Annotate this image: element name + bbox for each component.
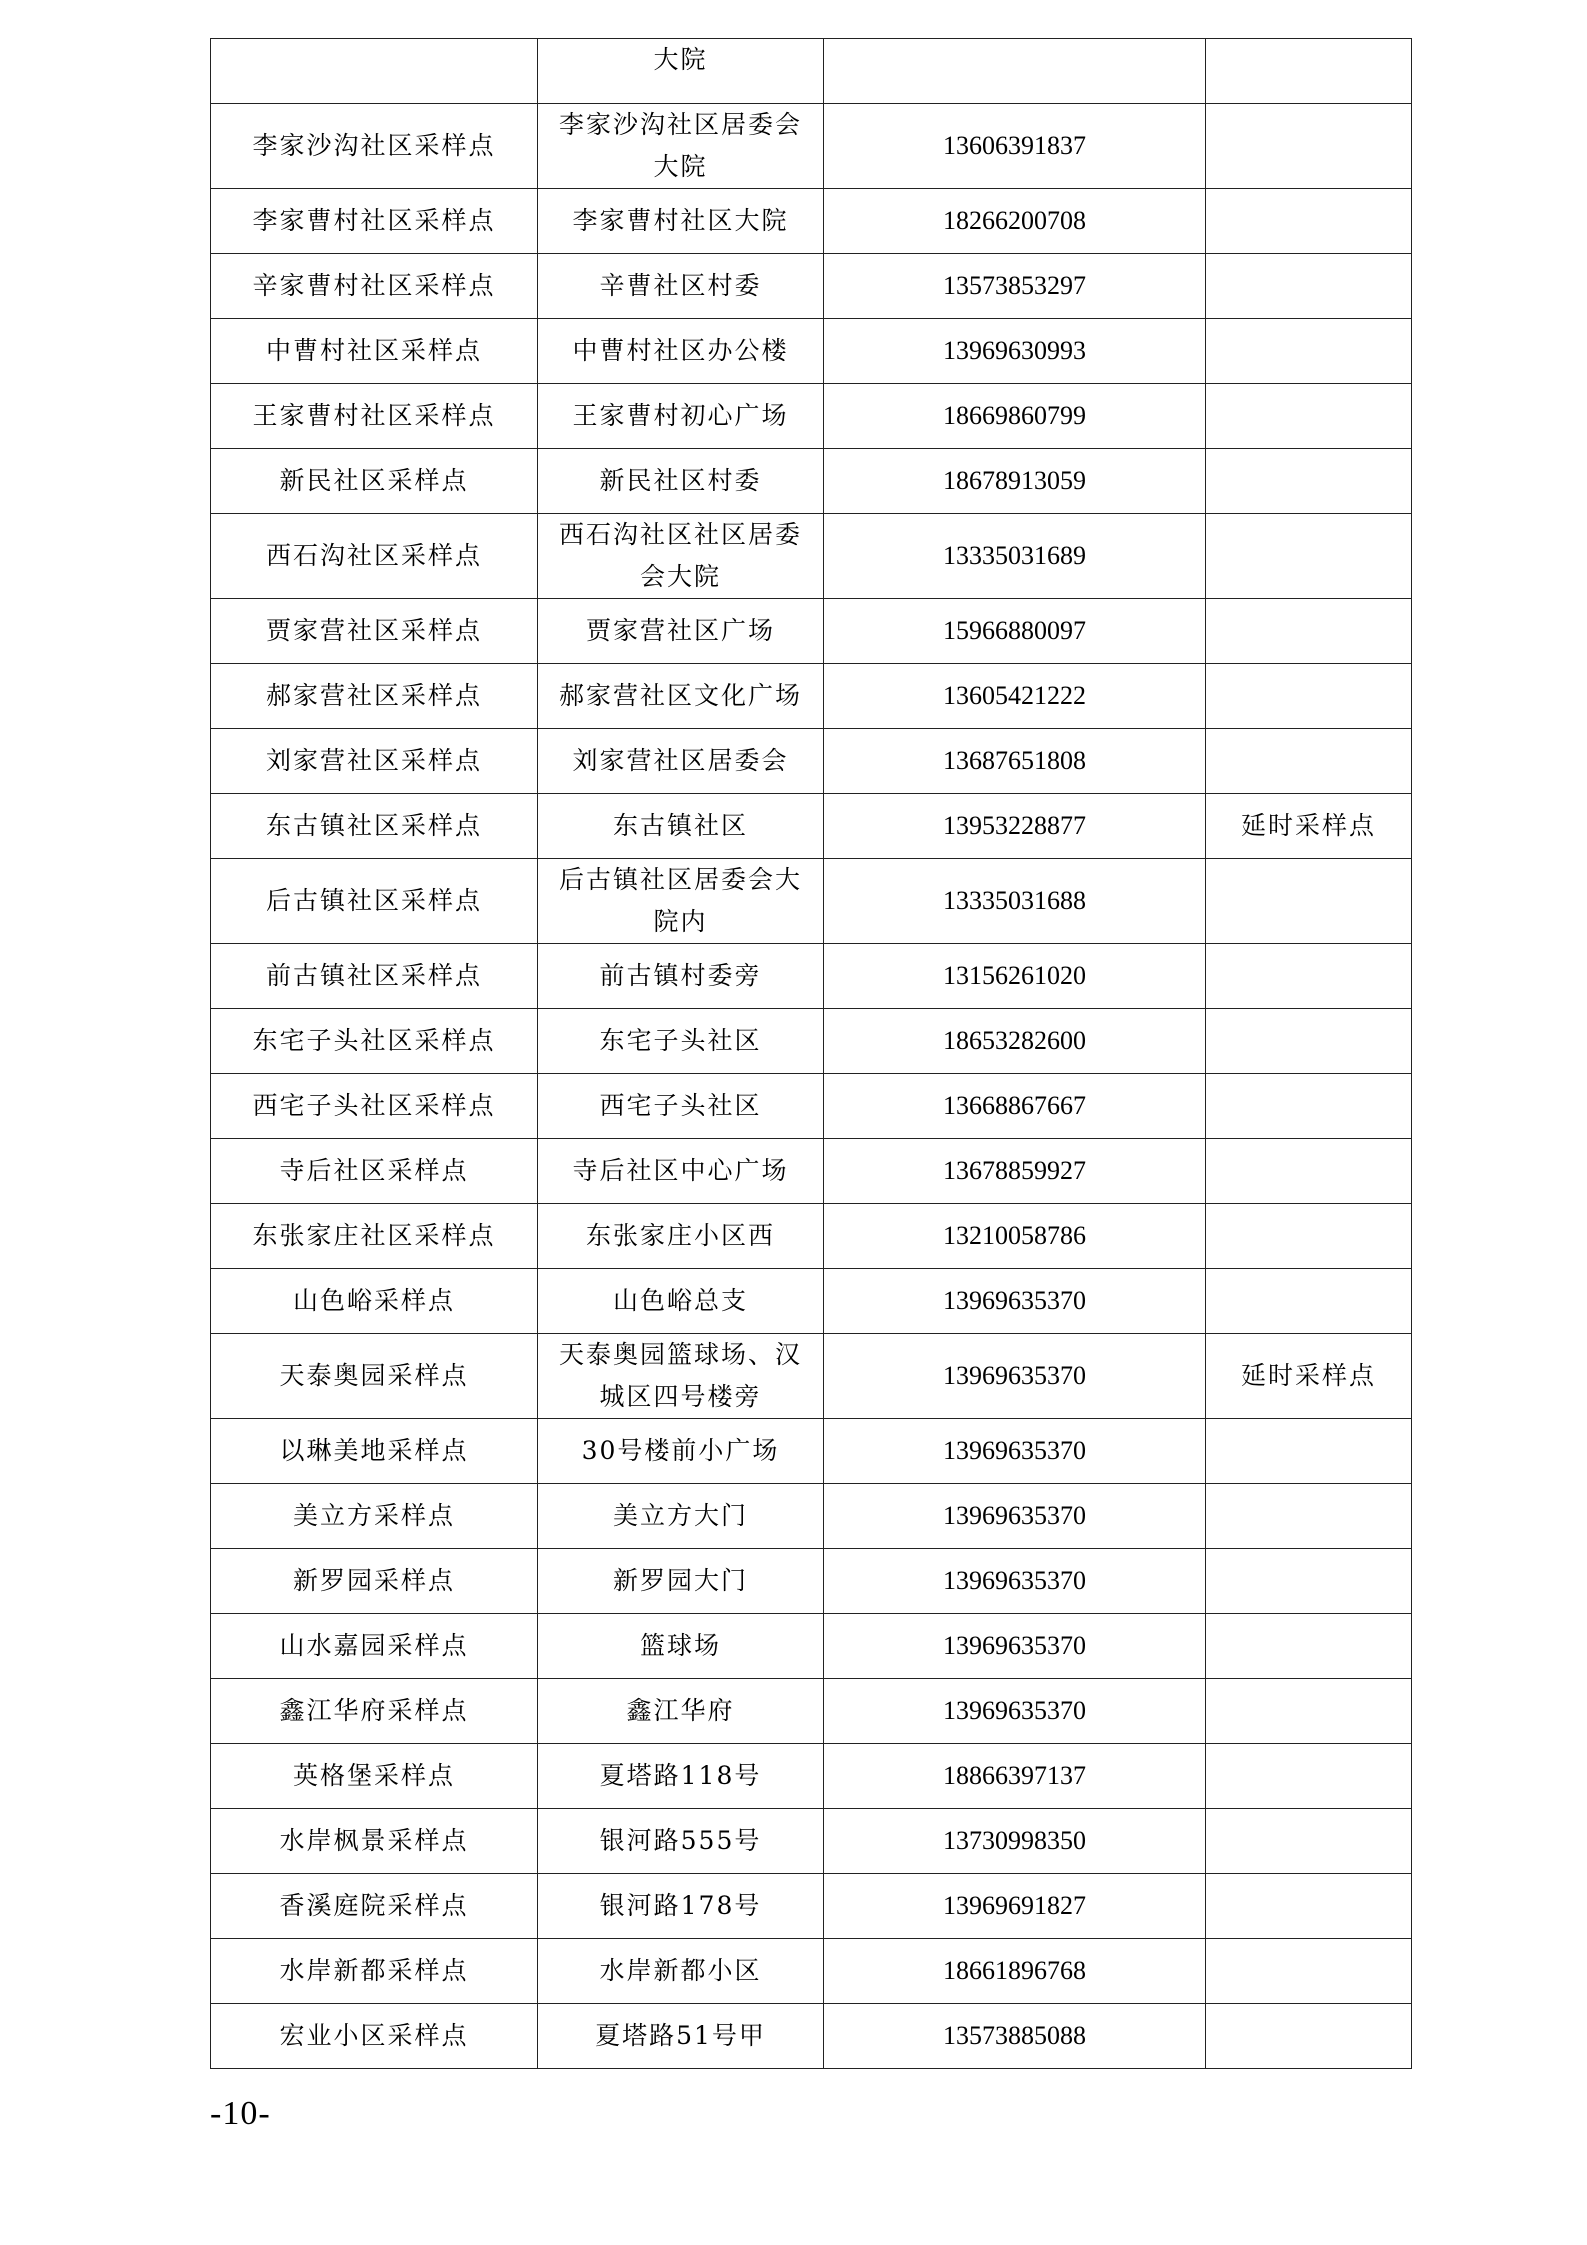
- site-note-cell: [1206, 599, 1412, 664]
- site-name-cell: 西宅子头社区采样点: [211, 1074, 538, 1139]
- site-note-cell: [1206, 1204, 1412, 1269]
- site-location-cell: 鑫江华府: [538, 1679, 824, 1744]
- site-phone-cell: 13969635370: [824, 1269, 1206, 1334]
- site-note-cell: [1206, 1269, 1412, 1334]
- table-row: [211, 1074, 1412, 1139]
- site-note-cell: [1206, 859, 1412, 944]
- site-phone-cell: 13573853297: [824, 254, 1206, 319]
- site-location-cell: 东古镇社区: [538, 794, 824, 859]
- table-row: [211, 1874, 1412, 1939]
- site-name-cell: 后古镇社区采样点: [211, 859, 538, 944]
- site-location-cell: 30号楼前小广场: [538, 1419, 824, 1484]
- site-note-cell: [1206, 1614, 1412, 1679]
- site-name-cell: 东古镇社区采样点: [211, 794, 538, 859]
- table-row: [211, 1334, 1412, 1419]
- table-row: [211, 384, 1412, 449]
- site-name-cell: 英格堡采样点: [211, 1744, 538, 1809]
- site-name-cell: 山水嘉园采样点: [211, 1614, 538, 1679]
- table-row: [211, 2004, 1412, 2069]
- site-name-cell: 东宅子头社区采样点: [211, 1009, 538, 1074]
- site-location-cell: 新民社区村委: [538, 449, 824, 514]
- site-name-cell: 香溪庭院采样点: [211, 1874, 538, 1939]
- table-row: [211, 449, 1412, 514]
- site-name-cell: 天泰奥园采样点: [211, 1334, 538, 1419]
- site-note-cell: [1206, 39, 1412, 104]
- site-phone-cell: 13969691827: [824, 1874, 1206, 1939]
- site-name-cell: 李家沙沟社区采样点: [211, 104, 538, 189]
- site-phone-cell: 13969635370: [824, 1549, 1206, 1614]
- site-location-cell: 李家沙沟社区居委会大院: [538, 104, 824, 189]
- site-phone-cell: 13969630993: [824, 319, 1206, 384]
- table-row: [211, 1269, 1412, 1334]
- site-name-cell: 前古镇社区采样点: [211, 944, 538, 1009]
- site-location-cell: 美立方大门: [538, 1484, 824, 1549]
- site-note-cell: [1206, 1549, 1412, 1614]
- table-row: [211, 1009, 1412, 1074]
- site-phone-cell: 13969635370: [824, 1484, 1206, 1549]
- site-location-cell: 银河路555号: [538, 1809, 824, 1874]
- site-location-cell: 银河路178号: [538, 1874, 824, 1939]
- site-note-cell: 延时采样点: [1206, 1334, 1412, 1419]
- site-phone-cell: 13969635370: [824, 1419, 1206, 1484]
- site-location-cell: 刘家营社区居委会: [538, 729, 824, 794]
- site-phone-cell: 18678913059: [824, 449, 1206, 514]
- site-location-cell: 后古镇社区居委会大院内: [538, 859, 824, 944]
- site-phone-cell: 18669860799: [824, 384, 1206, 449]
- table-row: [211, 1484, 1412, 1549]
- table-row: [211, 944, 1412, 1009]
- site-note-cell: 延时采样点: [1206, 794, 1412, 859]
- site-note-cell: [1206, 514, 1412, 599]
- site-phone-cell: 13335031688: [824, 859, 1206, 944]
- site-phone-cell: 13606391837: [824, 104, 1206, 189]
- table-row: [211, 1809, 1412, 1874]
- site-phone-cell: 13678859927: [824, 1139, 1206, 1204]
- site-name-cell: 中曹村社区采样点: [211, 319, 538, 384]
- site-name-cell: 寺后社区采样点: [211, 1139, 538, 1204]
- site-note-cell: [1206, 1744, 1412, 1809]
- site-location-cell: 中曹村社区办公楼: [538, 319, 824, 384]
- site-name-cell: 刘家营社区采样点: [211, 729, 538, 794]
- site-note-cell: [1206, 254, 1412, 319]
- site-location-cell: 贾家营社区广场: [538, 599, 824, 664]
- site-location-cell: 西宅子头社区: [538, 1074, 824, 1139]
- site-note-cell: [1206, 1679, 1412, 1744]
- site-note-cell: [1206, 104, 1412, 189]
- site-location-cell: 篮球场: [538, 1614, 824, 1679]
- site-phone-cell: [824, 39, 1206, 104]
- table-row: [211, 599, 1412, 664]
- site-note-cell: [1206, 1939, 1412, 2004]
- table-row: [211, 664, 1412, 729]
- site-location-cell: 大院: [538, 39, 824, 104]
- site-note-cell: [1206, 1419, 1412, 1484]
- site-note-cell: [1206, 1074, 1412, 1139]
- site-location-cell: 西石沟社区社区居委会大院: [538, 514, 824, 599]
- site-location-cell: 郝家营社区文化广场: [538, 664, 824, 729]
- table-row: [211, 729, 1412, 794]
- table-row: [211, 1419, 1412, 1484]
- site-location-cell: 王家曹村初心广场: [538, 384, 824, 449]
- table-row: [211, 1204, 1412, 1269]
- site-location-cell: 前古镇村委旁: [538, 944, 824, 1009]
- site-phone-cell: 13969635370: [824, 1679, 1206, 1744]
- site-location-cell: 夏塔路118号: [538, 1744, 824, 1809]
- table-row: [211, 104, 1412, 189]
- site-location-cell: 夏塔路51号甲: [538, 2004, 824, 2069]
- site-phone-cell: 18866397137: [824, 1744, 1206, 1809]
- site-note-cell: [1206, 449, 1412, 514]
- table-row: [211, 1139, 1412, 1204]
- table-row: [211, 189, 1412, 254]
- site-location-cell: 东张家庄小区西: [538, 1204, 824, 1269]
- site-phone-cell: 13156261020: [824, 944, 1206, 1009]
- site-name-cell: 鑫江华府采样点: [211, 1679, 538, 1744]
- site-name-cell: 以琳美地采样点: [211, 1419, 538, 1484]
- table-row: [211, 319, 1412, 384]
- site-phone-cell: 18661896768: [824, 1939, 1206, 2004]
- site-note-cell: [1206, 1139, 1412, 1204]
- site-name-cell: 新罗园采样点: [211, 1549, 538, 1614]
- site-location-cell: 李家曹村社区大院: [538, 189, 824, 254]
- site-location-cell: 天泰奥园篮球场、汉城区四号楼旁: [538, 1334, 824, 1419]
- site-note-cell: [1206, 664, 1412, 729]
- site-location-cell: 水岸新都小区: [538, 1939, 824, 2004]
- table-row: [211, 1614, 1412, 1679]
- table-row: [211, 514, 1412, 599]
- site-location-cell: 辛曹社区村委: [538, 254, 824, 319]
- site-note-cell: [1206, 1809, 1412, 1874]
- site-name-cell: 王家曹村社区采样点: [211, 384, 538, 449]
- site-phone-cell: 13605421222: [824, 664, 1206, 729]
- site-note-cell: [1206, 944, 1412, 1009]
- site-location-cell: 东宅子头社区: [538, 1009, 824, 1074]
- table-row: [211, 254, 1412, 319]
- table-row: [211, 859, 1412, 944]
- table-row: [211, 1744, 1412, 1809]
- site-name-cell: 辛家曹村社区采样点: [211, 254, 538, 319]
- page-number: -10-: [210, 2095, 271, 2132]
- site-phone-cell: 13335031689: [824, 514, 1206, 599]
- site-phone-cell: 13210058786: [824, 1204, 1206, 1269]
- site-note-cell: [1206, 319, 1412, 384]
- sampling-sites-table: [210, 38, 1412, 2069]
- site-phone-cell: 13668867667: [824, 1074, 1206, 1139]
- site-note-cell: [1206, 1874, 1412, 1939]
- site-phone-cell: 13953228877: [824, 794, 1206, 859]
- site-note-cell: [1206, 189, 1412, 254]
- site-note-cell: [1206, 729, 1412, 794]
- site-phone-cell: 18653282600: [824, 1009, 1206, 1074]
- site-phone-cell: 15966880097: [824, 599, 1206, 664]
- table-row: [211, 39, 1412, 104]
- site-phone-cell: 13969635370: [824, 1614, 1206, 1679]
- site-name-cell: 新民社区采样点: [211, 449, 538, 514]
- site-name-cell: 水岸新都采样点: [211, 1939, 538, 2004]
- site-phone-cell: 13573885088: [824, 2004, 1206, 2069]
- table-row: [211, 1939, 1412, 2004]
- site-name-cell: 李家曹村社区采样点: [211, 189, 538, 254]
- site-location-cell: 寺后社区中心广场: [538, 1139, 824, 1204]
- site-name-cell: 宏业小区采样点: [211, 2004, 538, 2069]
- site-phone-cell: 18266200708: [824, 189, 1206, 254]
- table-row: [211, 794, 1412, 859]
- site-phone-cell: 13687651808: [824, 729, 1206, 794]
- site-note-cell: [1206, 384, 1412, 449]
- site-location-cell: 山色峪总支: [538, 1269, 824, 1334]
- site-note-cell: [1206, 1009, 1412, 1074]
- site-note-cell: [1206, 2004, 1412, 2069]
- site-name-cell: 山色峪采样点: [211, 1269, 538, 1334]
- site-name-cell: 贾家营社区采样点: [211, 599, 538, 664]
- site-name-cell: 郝家营社区采样点: [211, 664, 538, 729]
- table-row: [211, 1679, 1412, 1744]
- site-name-cell: 东张家庄社区采样点: [211, 1204, 538, 1269]
- site-phone-cell: 13969635370: [824, 1334, 1206, 1419]
- site-note-cell: [1206, 1484, 1412, 1549]
- site-name-cell: 美立方采样点: [211, 1484, 538, 1549]
- site-name-cell: 西石沟社区采样点: [211, 514, 538, 599]
- site-phone-cell: 13730998350: [824, 1809, 1206, 1874]
- table-row: [211, 1549, 1412, 1614]
- site-location-cell: 新罗园大门: [538, 1549, 824, 1614]
- site-name-cell: [211, 39, 538, 104]
- site-name-cell: 水岸枫景采样点: [211, 1809, 538, 1874]
